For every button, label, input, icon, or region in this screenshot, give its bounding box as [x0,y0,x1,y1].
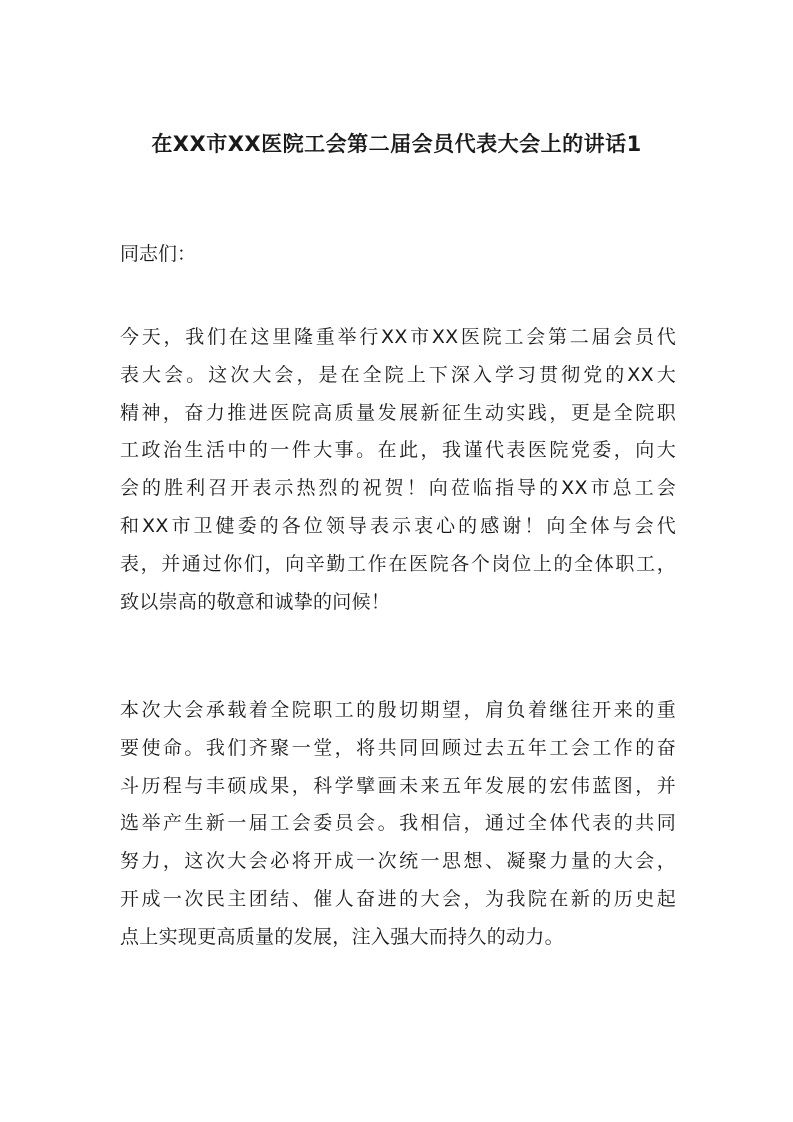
paragraph-opening [120,319,676,621]
salutation: 同志们： [120,243,197,265]
paragraph-line: 选举产生新一届工会委员会。我相信，通过全体代表的共同 [120,812,676,835]
paragraph-line: 致以崇高的敬意和诚挚的问候！ [120,590,391,613]
paragraph-line: 表，并通过你们，向辛勤工作在医院各个岗位上的全体职工， [120,552,676,575]
paragraph-line: 努力，这次大会必将开成一次统一思想、凝聚力量的大会， [120,850,676,873]
paragraph-line: 斗历程与丰硕成果，科学擘画未来五年发展的宏伟蓝图，并 [120,774,676,797]
paragraph-line: 表大会。这次大会，是在全院上下深入学习贯彻党的XX大 [120,363,676,386]
paragraph-line: 本次大会承载着全院职工的殷切期望，肩负着继往开来的重 [120,699,676,721]
paragraph-line: 点上实现更高质量的发展，注入强大而持久的动力。 [120,925,564,948]
paragraph-line: 要使命。我们齐聚一堂，将共同回顾过去五年工会工作的奋 [120,736,676,759]
paragraph-line: 和XX市卫健委的各位领导表示衷心的感谢！向全体与会代 [120,514,676,537]
paragraph-line: 会的胜利召开表示热烈的祝贺！向莅临指导的XX市总工会 [120,477,676,500]
paragraph-line: 开成一次民主团结、催人奋进的大会，为我院在新的历史起 [120,887,676,910]
paragraph-line: 工政治生活中的一件大事。在此，我谨代表医院党委，向大 [120,439,676,462]
document-title: 在XX市XX医院工会第二届会员代表大会上的讲话1 [151,132,642,156]
paragraph-line: 精神，奋力推进医院高质量发展新征生动实践，更是全院职 [120,401,676,424]
paragraph-line: 今天，我们在这里隆重举行XX市XX医院工会第二届会员代 [120,326,676,348]
paragraph-mission [120,692,676,957]
